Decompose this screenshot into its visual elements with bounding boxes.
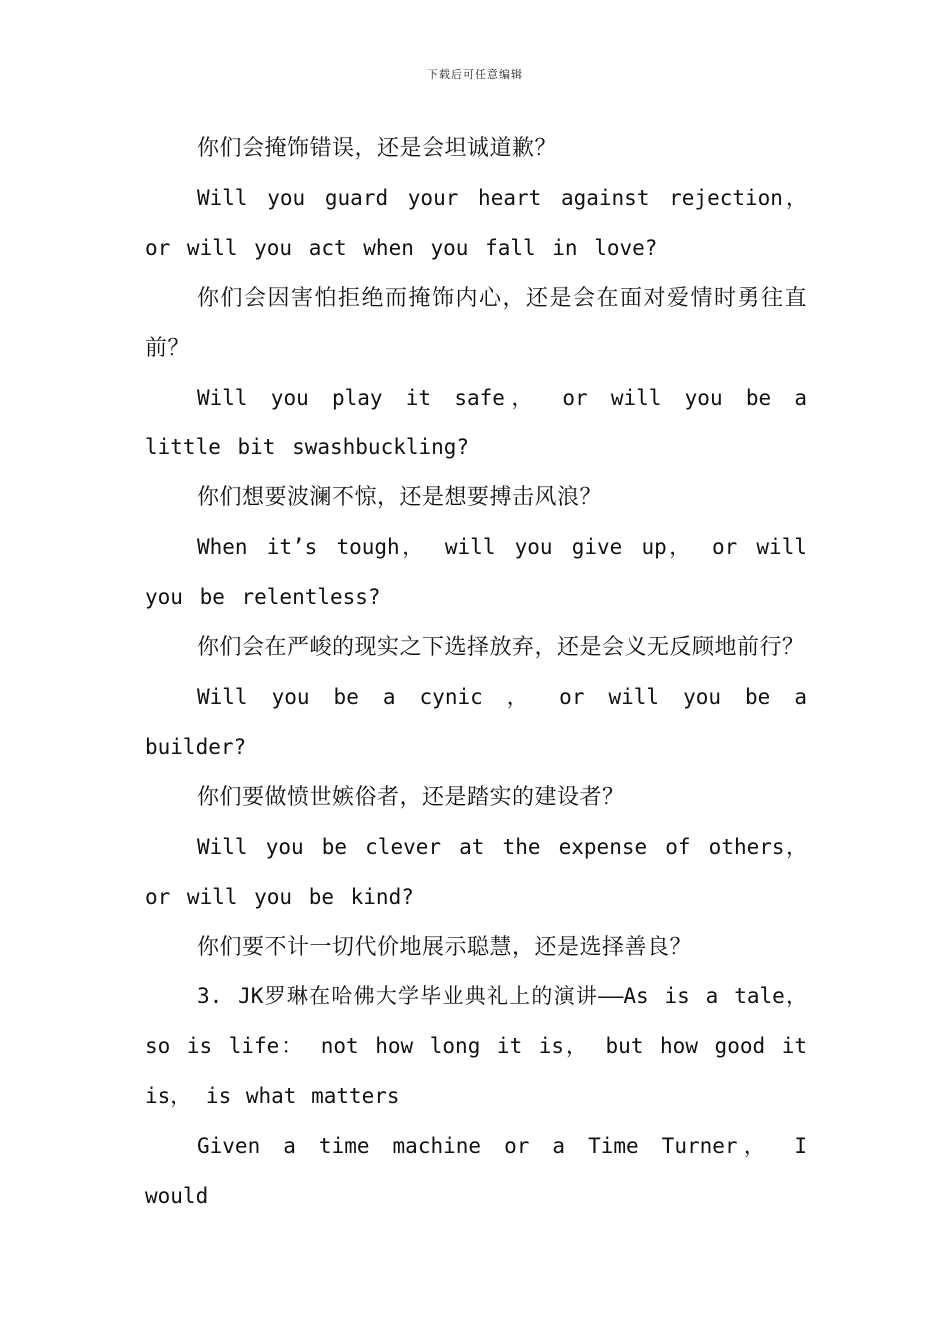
paragraph-english: Given a time machine or a Time Turner， I would [145, 1134, 807, 1209]
header-note: 下载后可任意编辑 [427, 68, 523, 81]
document-body [145, 124, 807, 1222]
paragraph-chinese: 你们要不计一切代价地展示聪慧，还是选择善良？ [197, 934, 693, 960]
paragraph-chinese: 你们会在严峻的现实之下选择放弃，还是会义无反顾地前行？ [197, 635, 805, 661]
paragraph-english: Will you be a cynic ， or will you be a builder? [145, 684, 807, 759]
paragraph-english: Will you be clever at the expense of others， or will you be kind? [145, 834, 807, 909]
paragraph-english: Will you play it safe， or will you be a little bit swashbuckling? [145, 385, 807, 460]
paragraph-chinese: 你们要做愤世嫉俗者，还是踏实的建设者？ [197, 784, 625, 810]
paragraph-chinese: 你们想要波澜不惊，还是想要搏击风浪？ [197, 485, 603, 511]
paragraph-chinese: 你们会因害怕拒绝而掩饰内心，还是会在面对爱情时勇往直前？ [145, 285, 807, 361]
paragraph-english: Will you guard your heart against rejection， or will you act when you fall in love? [145, 185, 807, 260]
section-heading-paragraph: 3. JK罗琳在哈佛大学毕业典礼上的演讲——As is a tale， so is life： not how long it is， but how good it is， is what matters [145, 984, 807, 1109]
paragraph-english: When it’s tough， will you give up， or will you be relentless? [145, 535, 807, 610]
paragraph-chinese: 你们会掩饰错误，还是会坦诚道歉？ [197, 136, 558, 161]
